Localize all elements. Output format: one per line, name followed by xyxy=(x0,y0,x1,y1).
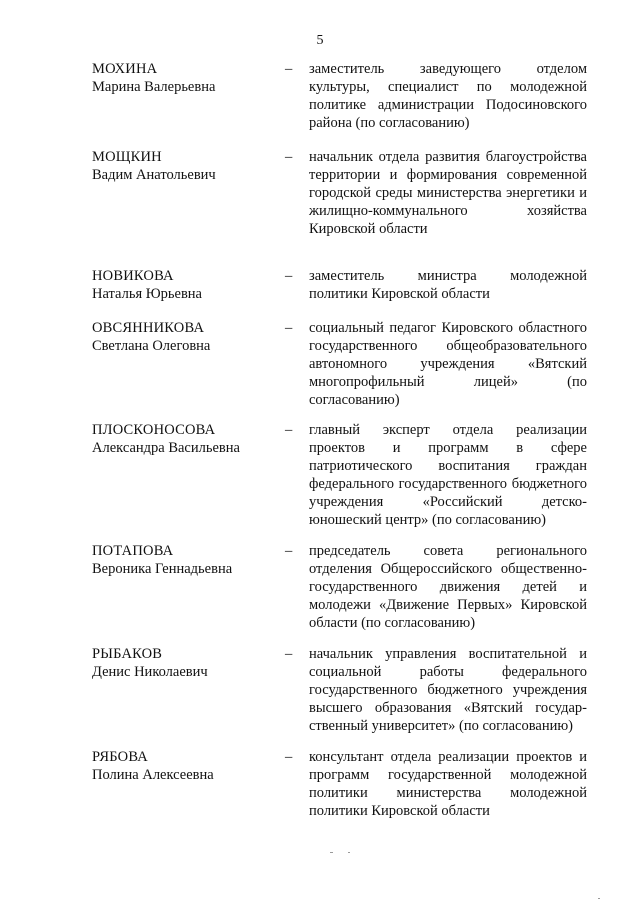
member-name xyxy=(92,319,272,355)
member-surname: ОВСЯННИКОВА xyxy=(92,320,205,336)
member-name xyxy=(92,267,272,303)
member-role: главный эксперт отдела реализации проектов и программ в сфере патриотического воспитания граждан федерального государственного бюджетного учреждения «Российский детско-юношеский центр» (по согласованию) xyxy=(309,422,587,528)
dash-separator: – xyxy=(285,543,293,559)
member-given-names: Полина Алексеевна xyxy=(92,767,214,783)
member-given-names: Денис Николаевич xyxy=(92,664,208,680)
dash-separator: – xyxy=(285,61,293,77)
member-role: консультант отдела реализации проектов и программ государственной молодежной политики министерства молодежной политики Кировской области xyxy=(309,749,587,819)
member-given-names: Вероника Геннадьевна xyxy=(92,561,233,577)
member-name xyxy=(92,148,272,184)
member-name xyxy=(92,60,272,96)
member-surname: РЯБОВА xyxy=(92,749,148,765)
dash-separator: – xyxy=(285,149,293,165)
member-given-names: Вадим Анатольевич xyxy=(92,167,216,183)
member-given-names: Марина Валерьевна xyxy=(92,79,216,95)
member-given-names: Александра Васильевна xyxy=(92,440,240,456)
member-surname: МОЩКИН xyxy=(92,149,162,165)
member-role: начальник управления воспитательной и социальной работы федерального государственного бюджетного учреждения высшего образования «Вятский государственный университет» (по согласованию) xyxy=(309,646,587,734)
member-surname: ПОТАПОВА xyxy=(92,543,174,559)
member-name xyxy=(92,748,272,784)
member-surname: РЫБАКОВ xyxy=(92,646,163,662)
member-surname: НОВИКОВА xyxy=(92,268,174,284)
page-number: 5 xyxy=(316,33,324,48)
member-surname: МОХИНА xyxy=(92,61,158,77)
member-role: начальник отдела развития благоустройства территории и формирования современной городской среды министерства энергетики и жилищно-коммунального хозяйства Кировской области xyxy=(309,149,587,237)
member-role: заместитель министра молодежной политики Кировской области xyxy=(309,268,587,302)
scan-speck xyxy=(598,898,600,899)
member-role: социальный педагог Кировского областного государственного общеобразовательного автономного учреждения «Вятский многопрофильный лицей» (по согласованию) xyxy=(309,320,587,408)
scan-speck xyxy=(330,852,333,853)
member-role: председатель совета регионального отделения Общероссийского общественно-государственного движения детей и молодежи «Движение Первых» Кировской области (по согласованию) xyxy=(309,543,587,631)
scan-speck xyxy=(348,852,350,853)
member-role: заместитель заведующего отделом культуры, специалист по молодежной политике администрации Подосиновского района (по согласованию) xyxy=(309,61,587,131)
dash-separator: – xyxy=(285,749,293,765)
member-name xyxy=(92,645,272,681)
member-surname: ПЛОСКОНОСОВА xyxy=(92,422,216,438)
member-name xyxy=(92,421,272,457)
dash-separator: – xyxy=(285,268,293,284)
dash-separator: – xyxy=(285,422,293,438)
dash-separator: – xyxy=(285,320,293,336)
member-given-names: Светлана Олеговна xyxy=(92,338,211,354)
member-name xyxy=(92,542,272,578)
dash-separator: – xyxy=(285,646,293,662)
member-given-names: Наталья Юрьевна xyxy=(92,286,202,302)
